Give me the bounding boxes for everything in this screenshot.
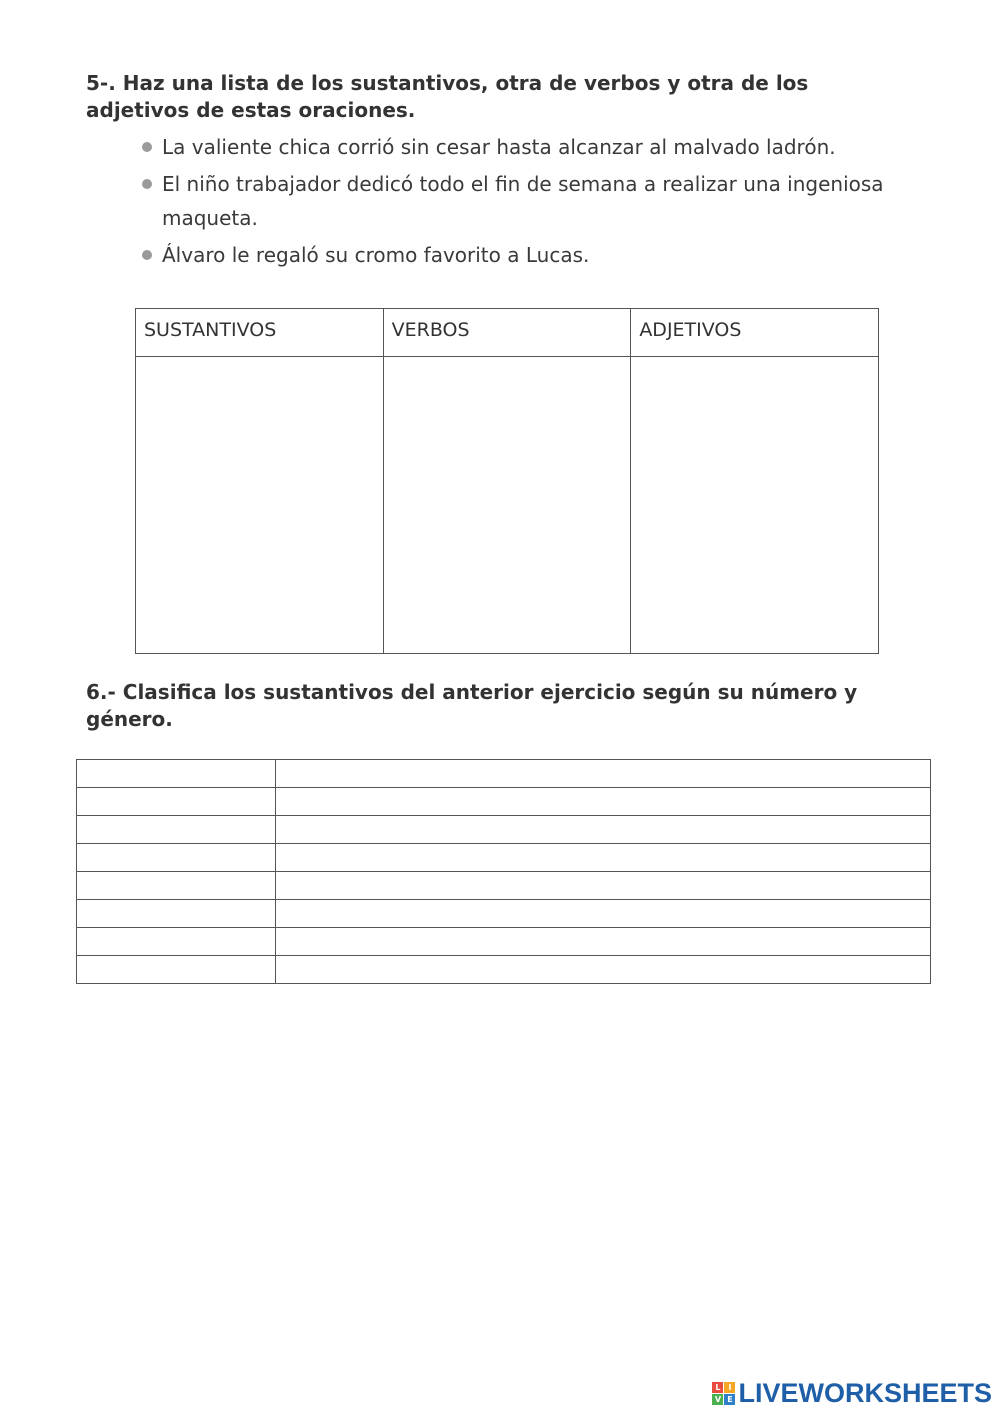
bullet-icon <box>142 142 152 152</box>
bullet-icon <box>142 250 152 260</box>
noun-cell[interactable] <box>77 872 276 900</box>
exercise-6-title: 6.- Clasifica los sustantivos del anterior ejercicio según su número y género. <box>86 680 858 731</box>
header-sustantivos: SUSTANTIVOS <box>136 309 384 357</box>
noun-gender-number-table <box>76 759 931 984</box>
sentence-list <box>140 130 915 275</box>
verbos-answer-cell[interactable] <box>383 357 631 654</box>
table-row <box>77 844 931 872</box>
sustantivos-answer-cell[interactable] <box>136 357 384 654</box>
noun-cell[interactable] <box>77 844 276 872</box>
table-row <box>77 900 931 928</box>
gender-number-cell[interactable] <box>276 788 931 816</box>
sentence-item <box>140 130 915 164</box>
logo-mark-tile: L <box>712 1382 723 1393</box>
adjetivos-answer-cell[interactable] <box>631 357 879 654</box>
sentence-text: Álvaro le regaló su cromo favorito a Lucas. <box>162 243 590 267</box>
header-adjetivos: ADJETIVOS <box>631 309 879 357</box>
gender-number-cell[interactable] <box>276 760 931 788</box>
table-row <box>77 928 931 956</box>
logo-mark-tile: V <box>712 1394 723 1405</box>
sentence-item <box>140 167 915 235</box>
sentence-text: La valiente chica corrió sin cesar hasta alcanzar al malvado ladrón. <box>162 135 836 159</box>
gender-number-cell[interactable] <box>276 844 931 872</box>
table-row <box>77 788 931 816</box>
header-verbos: VERBOS <box>383 309 631 357</box>
gender-number-cell[interactable] <box>276 816 931 844</box>
table-row <box>77 956 931 984</box>
liveworksheets-logo-mark-icon <box>712 1382 735 1405</box>
table-row <box>77 816 931 844</box>
noun-cell[interactable] <box>77 900 276 928</box>
noun-cell[interactable] <box>77 788 276 816</box>
bullet-icon <box>142 179 152 189</box>
table-row <box>77 760 931 788</box>
logo-text: LIVEWORKSHEETS <box>738 1377 992 1408</box>
gender-number-cell[interactable] <box>276 928 931 956</box>
exercise-5-title: 5-. Haz una lista de los sustantivos, otra de verbos y otra de los adjetivos de estas oraciones. <box>86 71 809 122</box>
word-classification-table <box>135 308 879 654</box>
sentence-item <box>140 238 915 272</box>
logo-mark-tile: E <box>724 1394 735 1405</box>
table-row <box>77 872 931 900</box>
noun-cell[interactable] <box>77 928 276 956</box>
gender-number-cell[interactable] <box>276 872 931 900</box>
gender-number-cell[interactable] <box>276 956 931 984</box>
noun-cell[interactable] <box>77 816 276 844</box>
noun-cell[interactable] <box>77 760 276 788</box>
noun-cell[interactable] <box>77 956 276 984</box>
sentence-text: El niño trabajador dedicó todo el fin de semana a realizar una ingeniosa maqueta. <box>162 172 884 230</box>
liveworksheets-logo <box>712 1378 992 1408</box>
logo-mark-tile: I <box>724 1382 735 1393</box>
gender-number-cell[interactable] <box>276 900 931 928</box>
